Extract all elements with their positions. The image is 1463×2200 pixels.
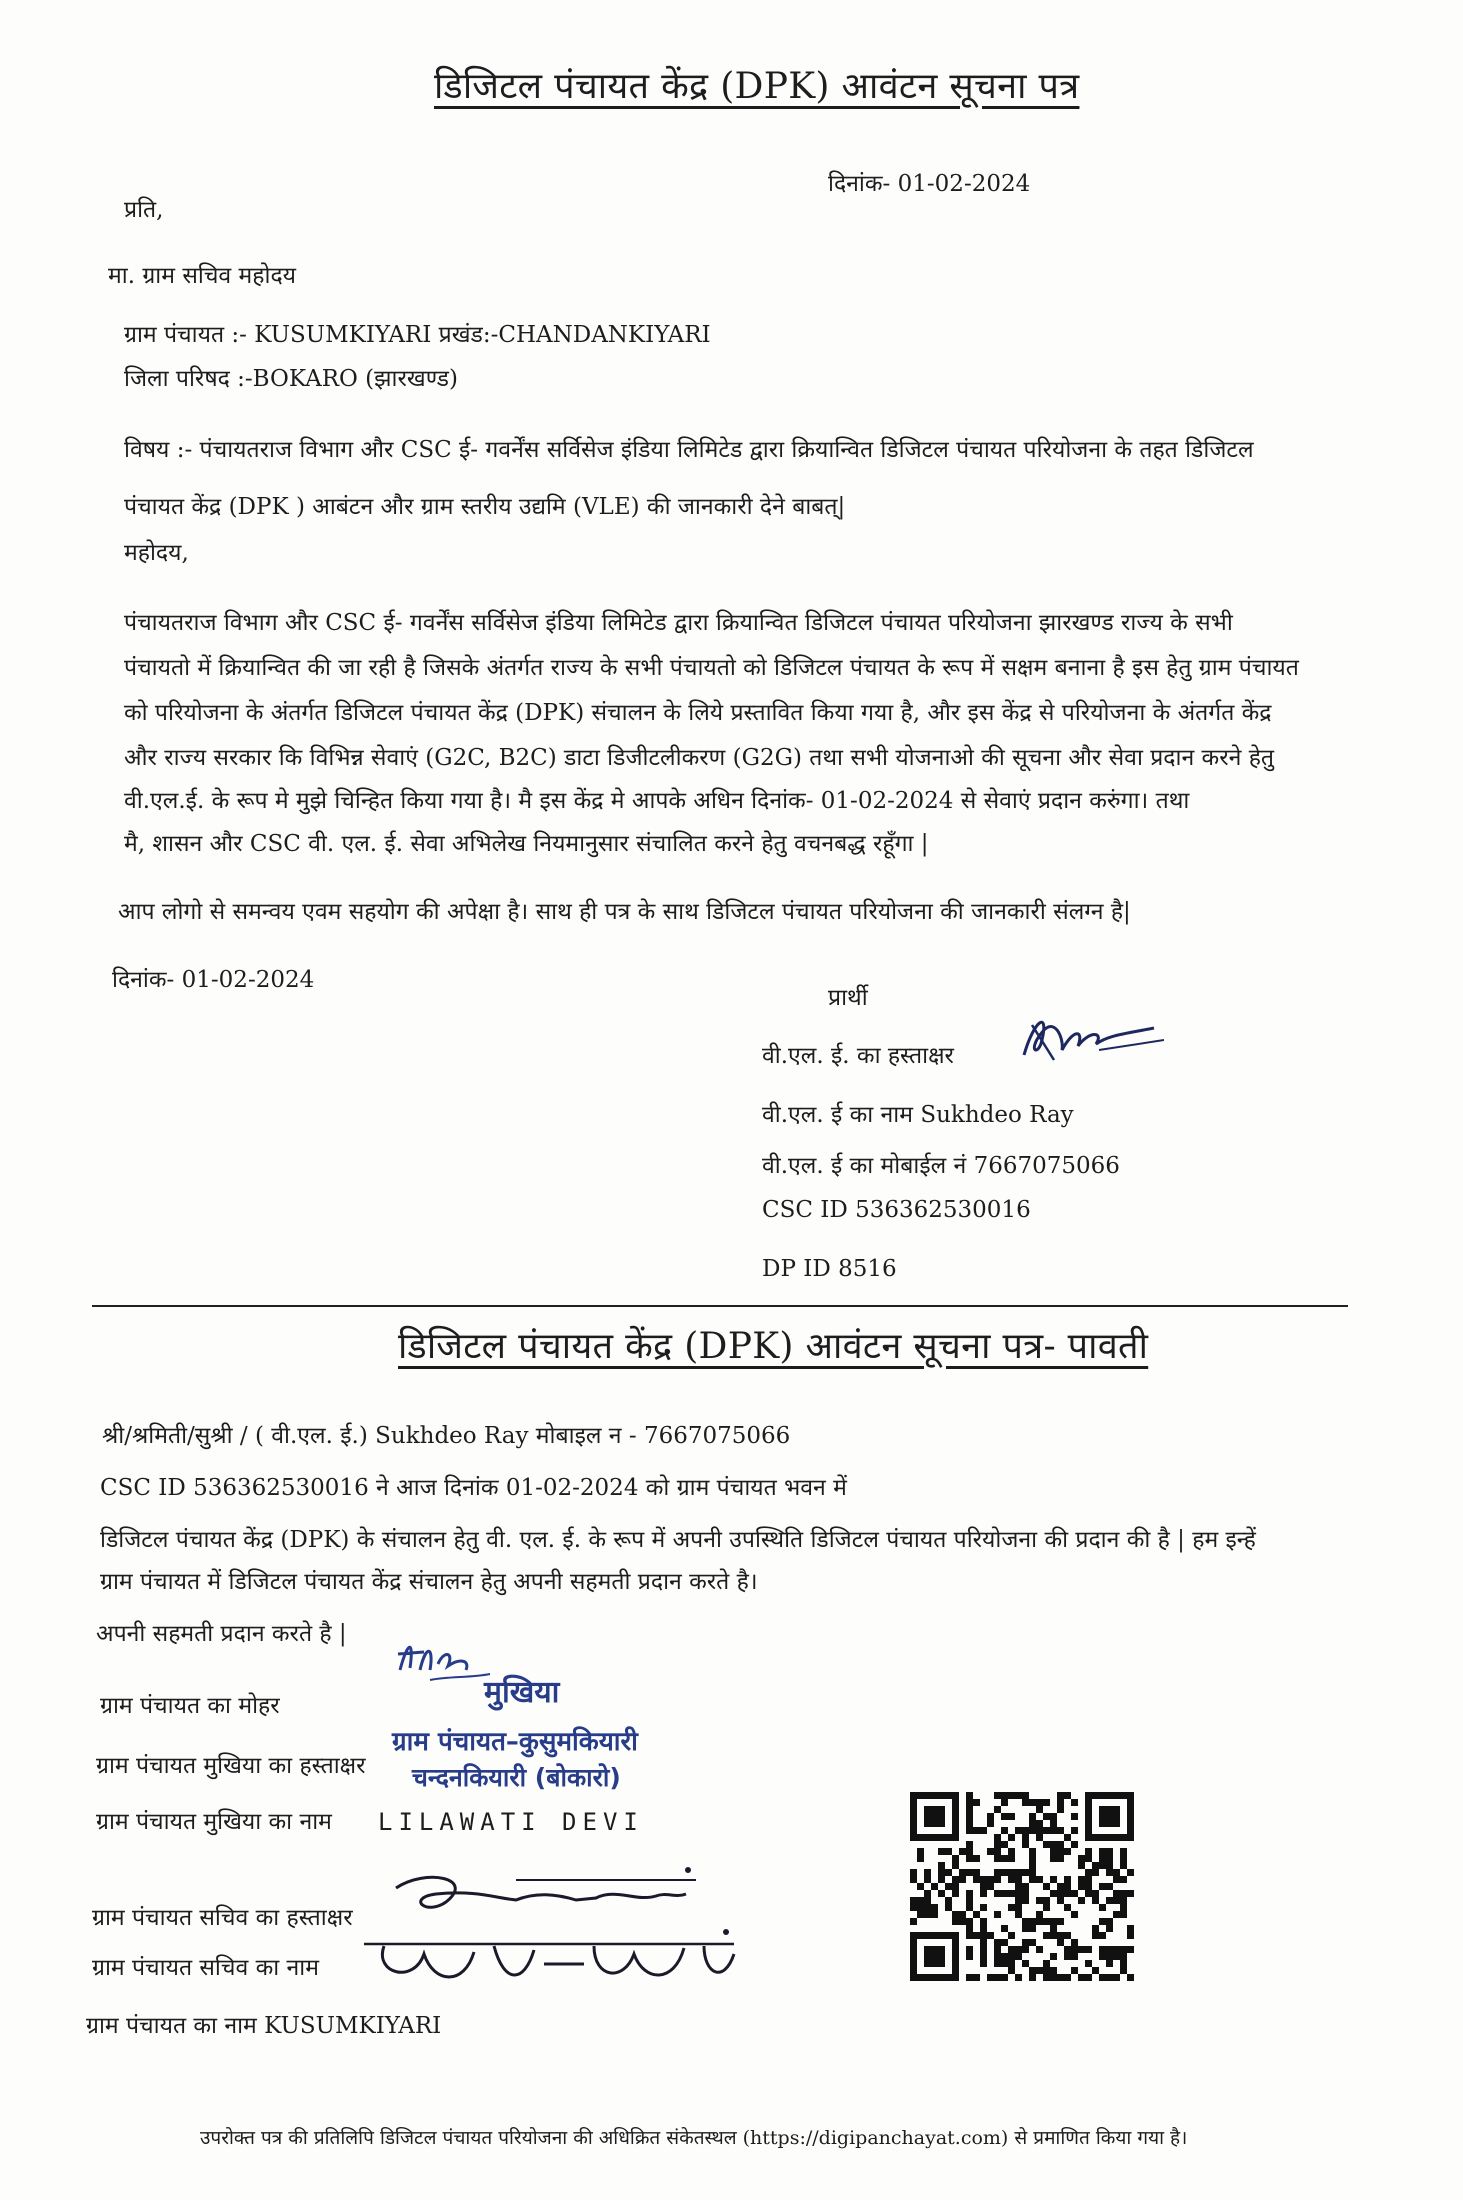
stamp-block: चन्दनकियारी (बोकारो) [412, 1763, 621, 1792]
mukhiya-signature-label: ग्राम पंचायत मुखिया का हस्ताक्षर [96, 1753, 366, 1779]
qr-code [910, 1792, 1140, 1988]
letter-bottom-date: दिनांक- 01-02-2024 [112, 967, 315, 993]
mukhiya-name-handwritten: LILAWATI DEVI [378, 1808, 644, 1836]
secretary-name-handwritten [354, 1924, 754, 2004]
stamp-mukhiya: मुखिया [484, 1675, 560, 1710]
letter-salutation: महोदय, [124, 540, 189, 566]
letter-body-line: पंचायतो में क्रियान्वित की जा रही है जिसके अंतर्गत राज्य के सभी पंचायतो को डिजिटल पंचायत के रूप में सक्षम बनाना है इस हेतु ग्राम पंचायत [124, 655, 1299, 681]
letter-date: दिनांक- 01-02-2024 [828, 171, 1031, 197]
letter-body-line: और राज्य सरकार कि विभिन्न सेवाएं (G2C, B2C) डाटा डिजीटलीकरण (G2G) तथा सभी योजनाओ की सूचना और सेवा प्रदान करने हेतु [124, 745, 1275, 771]
csc-id: CSC ID 536362530016 [762, 1197, 1031, 1223]
letter-panchayat-line: ग्राम पंचायत :- KUSUMKIYARI प्रखंड:-CHANDANKIYARI [124, 322, 711, 348]
section-divider [92, 1305, 1348, 1307]
applicant-label: प्रार्थी [828, 985, 868, 1011]
receipt-line-2: CSC ID 536362530016 ने आज दिनांक 01-02-2024 को ग्राम पंचायत भवन में [100, 1475, 847, 1501]
letter-district-line: जिला परिषद :-BOKARO (झारखण्ड) [124, 366, 458, 392]
footer-note: उपरोक्त पत्र की प्रतिलिपि डिजिटल पंचायत परियोजना की अधिक्रित संकेतस्थल (https://digipanchayat.com) से प्रमाणित किया गया है। [200, 2127, 1188, 2149]
vle-mobile: वी.एल. ई का मोबाईल नं 7667075066 [762, 1153, 1120, 1179]
receipt-title: डिजिटल पंचायत केंद्र (DPK) आवंटन सूचना पत्र- पावती [398, 1326, 1149, 1367]
panchayat-name: ग्राम पंचायत का नाम KUSUMKIYARI [86, 2013, 442, 2039]
receipt-line-4: ग्राम पंचायत में डिजिटल पंचायत केंद्र संचालन हेतु अपनी सहमती प्रदान करते है। [100, 1569, 758, 1595]
vle-signature-image [1004, 1000, 1164, 1070]
receipt-line-1: श्री/श्रमिती/सुश्री / ( वी.एल. ई.) Sukhdeo Ray मोबाइल न - 7667075066 [102, 1423, 791, 1449]
secretary-signature-label: ग्राम पंचायत सचिव का हस्ताक्षर [92, 1905, 353, 1931]
receipt-line-3: डिजिटल पंचायत केंद्र (DPK) के संचालन हेतु वी. एल. ई. के रूप में अपनी उपस्थिति डिजिटल पंचायत परियोजना की प्रदान की है | हम इन्हें [100, 1527, 1256, 1553]
receipt-line-5: अपनी सहमती प्रदान करते है | [96, 1621, 347, 1647]
seal-label: ग्राम पंचायत का मोहर [100, 1693, 280, 1719]
letter-subject-line-2: पंचायत केंद्र (DPK ) आबंटन और ग्राम स्तरीय उद्यमि (VLE) की जानकारी देने बाबत्| [124, 494, 846, 520]
dp-id: DP ID 8516 [762, 1256, 897, 1282]
mukhiya-name-label: ग्राम पंचायत मुखिया का नाम [96, 1809, 332, 1835]
secretary-name-label: ग्राम पंचायत सचिव का नाम [92, 1955, 319, 1981]
letter-closing: आप लोगो से समन्वय एवम सहयोग की अपेक्षा है। साथ ही पत्र के साथ डिजिटल पंचायत परियोजना की जानकारी संलग्न है| [118, 899, 1131, 925]
letter-title: डिजिटल पंचायत केंद्र (DPK) आवंटन सूचना पत्र [434, 66, 1080, 107]
letter-to: प्रति, [124, 197, 164, 223]
letter-body-line: को परियोजना के अंतर्गत डिजिटल पंचायत केंद्र (DPK) संचालन के लिये प्रस्तावित किया गया है, और इस केंद्र से परियोजना के अंतर्गत केंद्र [124, 700, 1272, 726]
stamp-panchayat: ग्राम पंचायत–कुसुमकियारी [392, 1727, 638, 1757]
letter-subject-line-1: विषय :- पंचायतराज विभाग और CSC ई- गवर्नेंस सर्विसेज इंडिया लिमिटेड द्वारा क्रियान्वित डिजिटल पंचायत परियोजना के तहत डिजिटल [124, 437, 1254, 463]
vle-signature-label: वी.एल. ई. का हस्ताक्षर [762, 1043, 954, 1069]
letter-body-line: मै, शासन और CSC वी. एल. ई. सेवा अभिलेख नियमानुसार संचालित करने हेतु वचनबद्ध रहूँगा | [124, 831, 929, 857]
letter-body-line: पंचायतराज विभाग और CSC ई- गवर्नेंस सर्विसेज इंडिया लिमिटेड द्वारा क्रियान्वित डिजिटल पंचायत परियोजना झारखण्ड राज्य के सभी [124, 610, 1233, 636]
vle-name: वी.एल. ई का नाम Sukhdeo Ray [762, 1102, 1074, 1128]
letter-addressee: मा. ग्राम सचिव महोदय [108, 263, 297, 289]
letter-body-line: वी.एल.ई. के रूप मे मुझे चिन्हित किया गया है। मै इस केंद्र मे आपके अधिन दिनांक- 01-02-2024 से सेवाएं प्रदान करुंगा। तथा [124, 788, 1190, 814]
